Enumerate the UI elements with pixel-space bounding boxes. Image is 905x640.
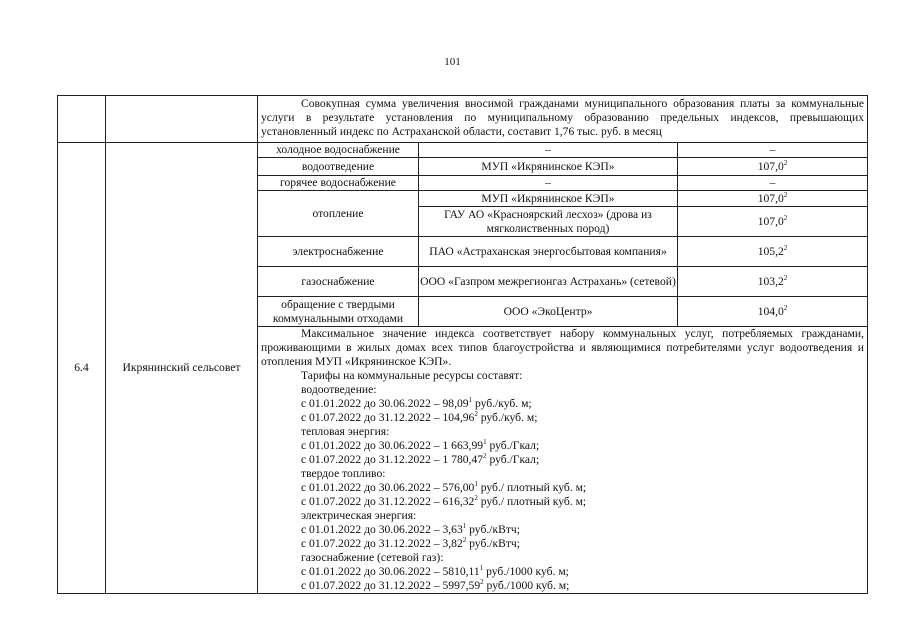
section-number: 6.4 bbox=[58, 143, 106, 594]
municipal-tariff-table bbox=[57, 95, 868, 594]
index-value: 103,2$^2$ bbox=[678, 267, 868, 297]
provider-name: – bbox=[419, 176, 678, 191]
index-value: 107,0$^2$ bbox=[678, 191, 868, 207]
service-name: отопление bbox=[258, 191, 419, 237]
service-name: водоотведение bbox=[258, 158, 419, 176]
service-row bbox=[58, 143, 868, 158]
tariff-group-name: водоотведение: bbox=[301, 383, 377, 396]
service-name: холодное водоснабжение bbox=[258, 143, 419, 158]
tariff-line: с 01.01.2022 до 30.06.2022 – 3,63$^1$ руб./кВтч; bbox=[301, 522, 520, 536]
tariff-group-name: электрическая энергия: bbox=[301, 509, 417, 522]
tariff-line: с 01.07.2022 до 31.12.2022 – 616,32$^2$ руб./ плотный куб. м; bbox=[301, 494, 587, 508]
prev-section-name-cell bbox=[106, 96, 258, 143]
tariff-line: с 01.01.2022 до 30.06.2022 – 1 663,99$^1$ руб./Гкал; bbox=[301, 438, 540, 452]
index-value: – bbox=[678, 143, 868, 158]
index-value: – bbox=[678, 176, 868, 191]
tariff-line: с 01.07.2022 до 31.12.2022 – 1 780,47$^2$ руб./Гкал; bbox=[301, 452, 540, 466]
tariff-line: с 01.01.2022 до 30.06.2022 – 5810,11$^1$ руб./1000 куб. м; bbox=[301, 564, 569, 578]
tariff-line: с 01.07.2022 до 31.12.2022 – 104,96$^2$ руб./куб. м; bbox=[301, 410, 538, 424]
summary-row bbox=[58, 96, 868, 143]
tariff-group-name: газоснабжение (сетевой газ): bbox=[301, 551, 444, 564]
index-value: 104,0$^2$ bbox=[678, 297, 868, 327]
tariffs-intro: Тарифы на коммунальные ресурсы составят: bbox=[301, 369, 523, 382]
provider-name: ООО «ЭкоЦентр» bbox=[419, 297, 678, 327]
service-name: газоснабжение bbox=[258, 267, 419, 297]
provider-name: ООО «Газпром межрегионгаз Астрахань» (сетевой) bbox=[419, 267, 678, 297]
provider-name: МУП «Икрянинское КЭП» bbox=[419, 191, 678, 207]
summary-text: Совокупная сумма увеличения вносимой гражданами муниципального образования платы за коммунальные услуги в результате установления по муниципальному образованию предельных индексов, превышающих установленный индекс по Астраханской области, составит 1,76 тыс. руб. в месяц bbox=[258, 96, 868, 143]
municipality-name: Икрянинский сельсовет bbox=[106, 143, 258, 594]
index-value: 107,0$^2$ bbox=[678, 158, 868, 176]
page-number: 101 bbox=[444, 56, 461, 68]
provider-name: ГАУ АО «Красноярский лесхоз» (дрова из мягколиственных пород) bbox=[419, 207, 678, 237]
max-index-text: Максимальное значение индекса соответствует набору коммунальных услуг, потребляемых гражданами, проживающими в жилых домах всех типов благоустройства и являющимися потребителями услуг водоотведения и отопления МУП «Икрянинское КЭП». bbox=[261, 327, 864, 368]
tariff-line: с 01.07.2022 до 31.12.2022 – 3,82$^2$ руб./кВтч; bbox=[301, 536, 520, 550]
tariff-group-name: твердое топливо: bbox=[301, 467, 386, 480]
provider-name: ПАО «Астраханская энергосбытовая компания» bbox=[419, 237, 678, 267]
notes-cell bbox=[258, 327, 868, 594]
service-name: горячее водоснабжение bbox=[258, 176, 419, 191]
tariff-line: с 01.07.2022 до 31.12.2022 – 5997,59$^2$ руб./1000 куб. м; bbox=[301, 578, 570, 592]
tariff-line: с 01.01.2022 до 30.06.2022 – 98,09$^1$ руб./куб. м; bbox=[301, 396, 532, 410]
tariff-line: с 01.01.2022 до 30.06.2022 – 576,00$^1$ руб./ плотный куб. м; bbox=[301, 480, 587, 494]
provider-name: МУП «Икрянинское КЭП» bbox=[419, 158, 678, 176]
index-value: 105,2$^2$ bbox=[678, 237, 868, 267]
index-value: 107,0$^2$ bbox=[678, 207, 868, 237]
service-name: обращение с твердыми коммунальными отходами bbox=[258, 297, 419, 327]
tariff-group-name: тепловая энергия: bbox=[301, 425, 390, 438]
provider-name: – bbox=[419, 143, 678, 158]
prev-section-number-cell bbox=[58, 96, 106, 143]
service-name: электроснабжение bbox=[258, 237, 419, 267]
